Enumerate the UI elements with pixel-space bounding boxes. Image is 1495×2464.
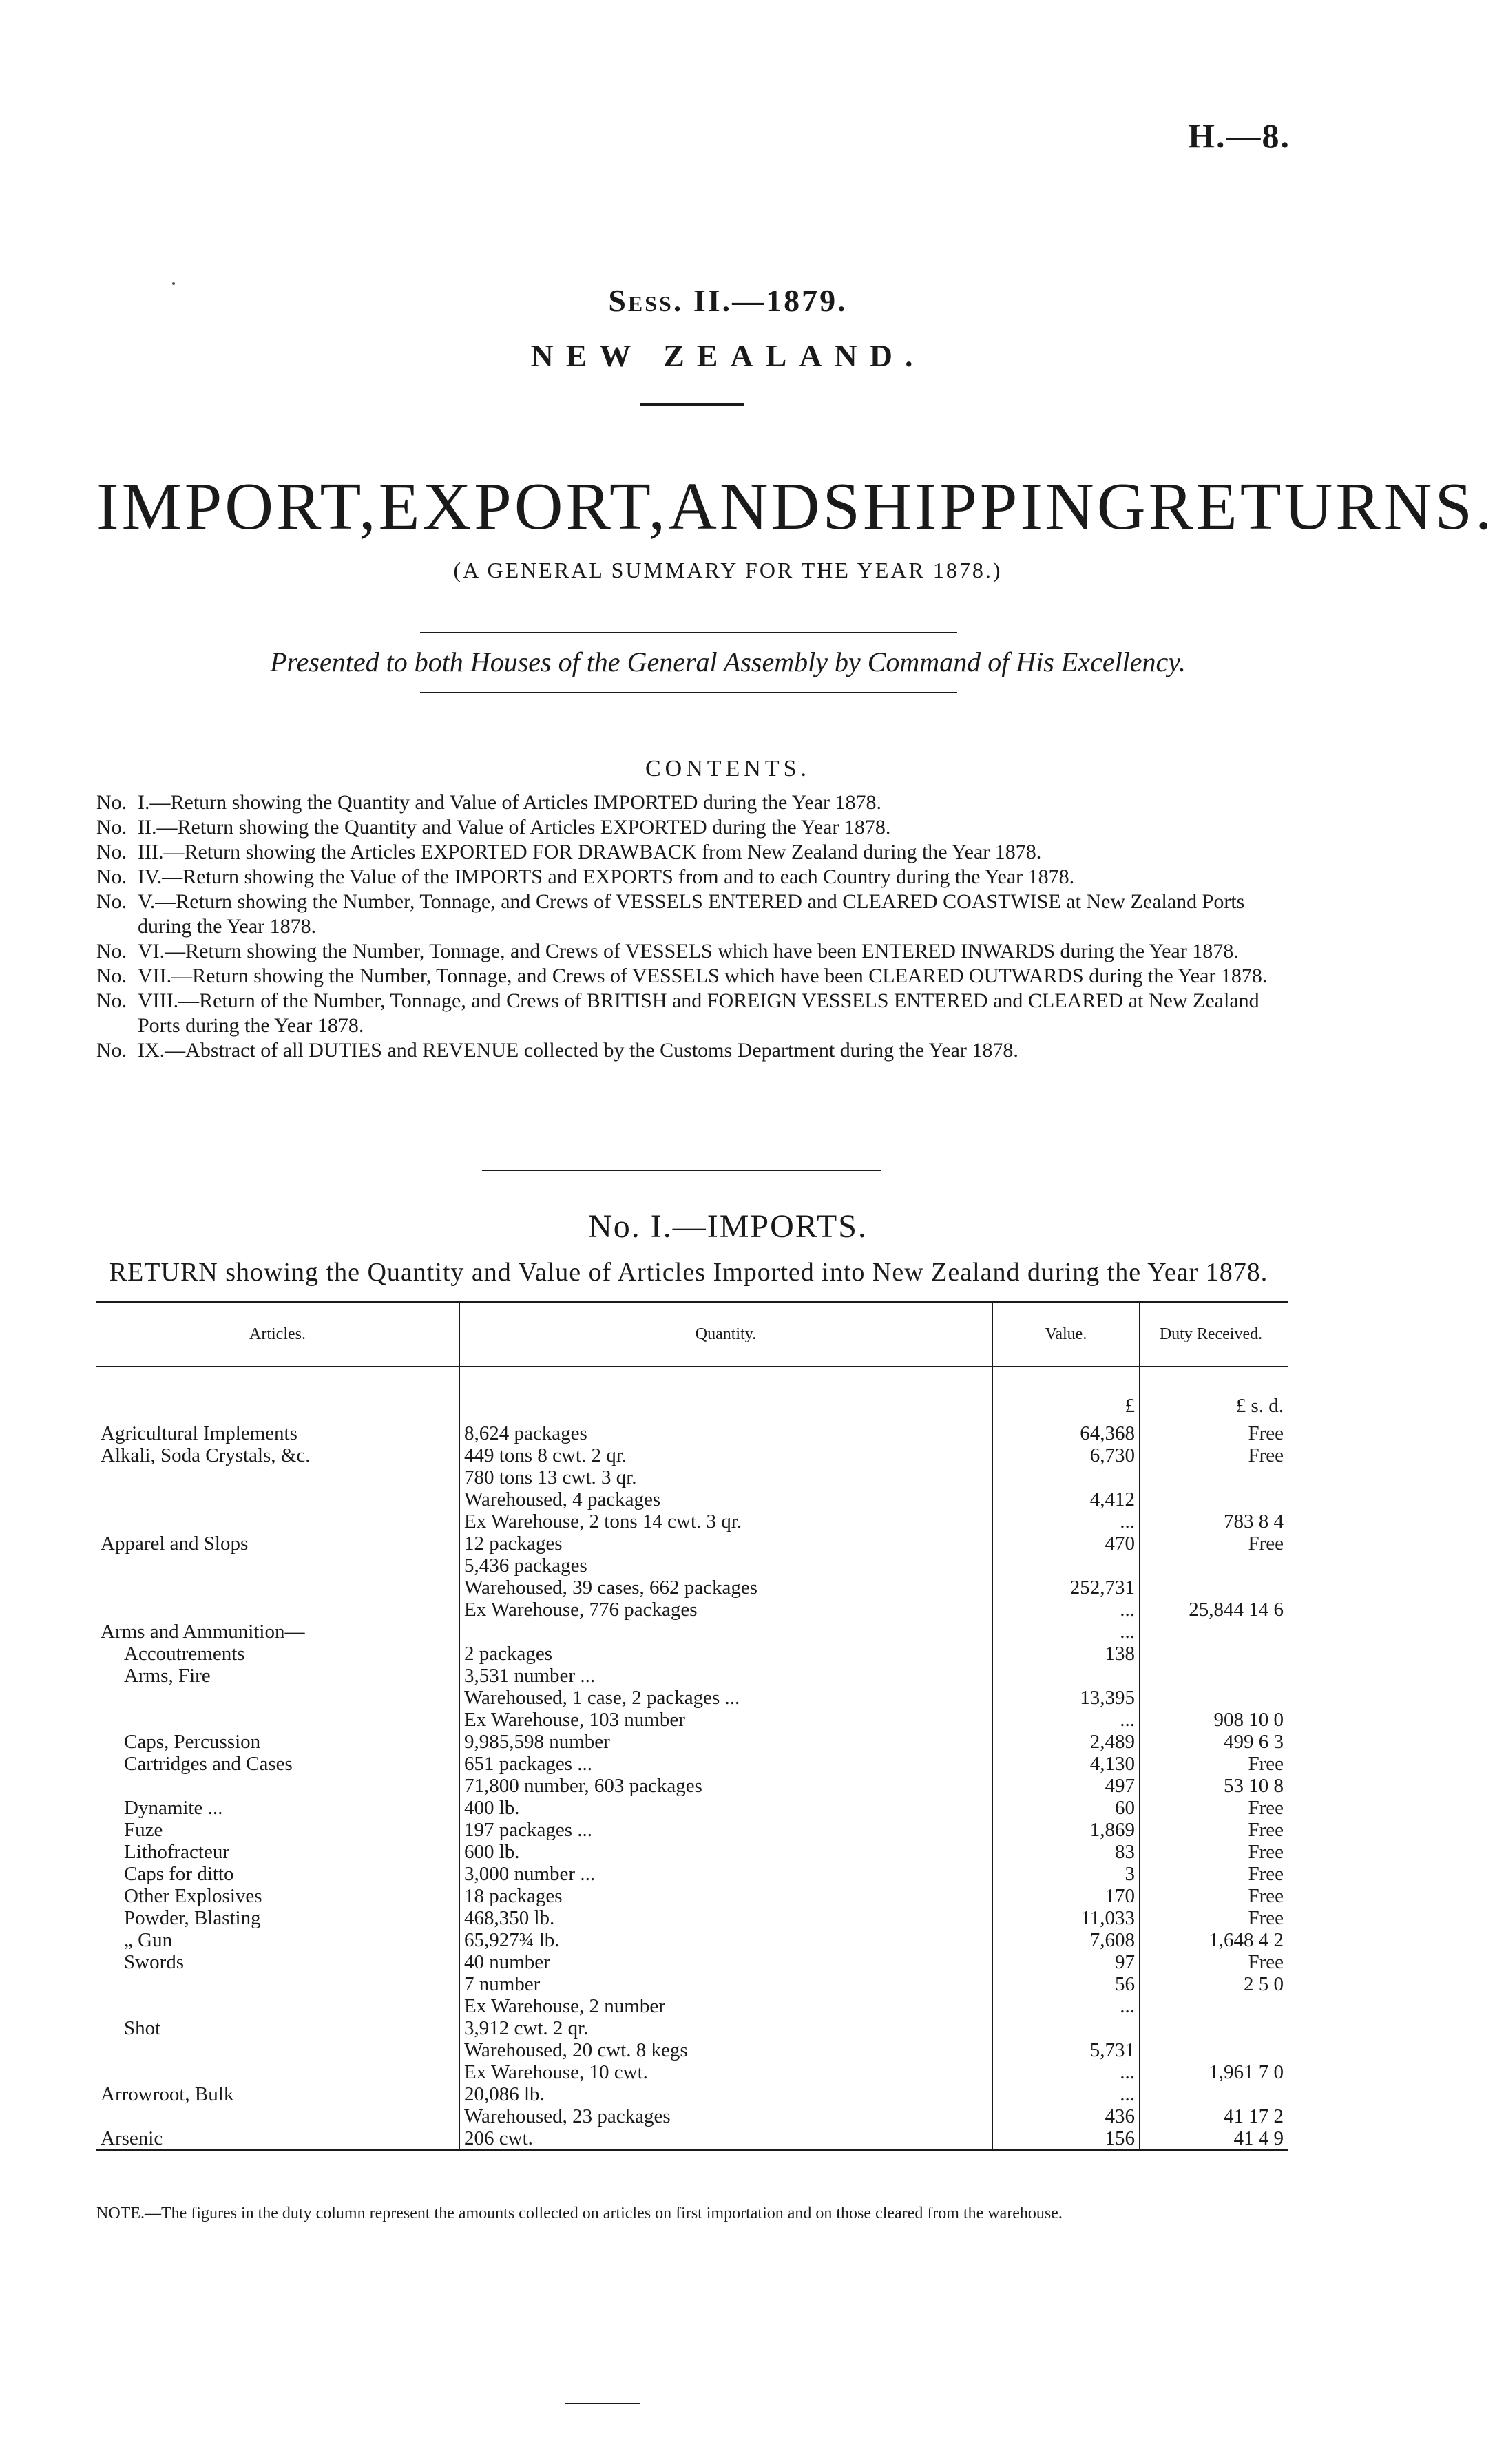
- cell-article: Accoutrements: [96, 1643, 459, 1665]
- cell-article: Shot: [96, 2017, 459, 2039]
- cell-article: [96, 1687, 459, 1709]
- cell-duty: Free: [1248, 1907, 1284, 1929]
- header-quantity: Quantity.: [459, 1302, 992, 1367]
- return-description: RETURN showing the Quantity and Value of Articles Imported into New Zealand during the Year 1878.: [109, 1258, 1268, 1287]
- page-subtitle: (A GENERAL SUMMARY FOR THE YEAR 1878.): [453, 558, 1003, 582]
- cell-article: Fuze: [96, 1819, 459, 1841]
- cell-value: 436: [992, 2105, 1140, 2127]
- contents-item-no: No.: [96, 965, 127, 987]
- cell-article: Arsenic: [96, 2127, 459, 2150]
- cell-value: 497: [992, 1775, 1140, 1797]
- table-row: [96, 1422, 1288, 1444]
- cell-quantity: Ex Warehouse, 2 number: [459, 1995, 992, 2017]
- cell-article: [96, 1510, 459, 1533]
- cell-quantity: Warehoused, 20 cwt. 8 kegs: [459, 2039, 992, 2061]
- cell-quantity: 197 packages ...: [459, 1819, 992, 1841]
- contents-item: [96, 889, 1281, 939]
- cell-value: 4,130: [992, 1753, 1140, 1775]
- cell-article: [96, 1709, 459, 1731]
- title-word: RETURNS.: [1148, 470, 1495, 544]
- country-label: NEW ZEALAND.: [530, 338, 926, 373]
- header-value: Value.: [992, 1302, 1140, 1367]
- title-word: IMPORT,: [96, 470, 379, 544]
- contents-list: [96, 790, 1281, 1063]
- cell-duty: [1140, 2039, 1288, 2061]
- cell-quantity: 71,800 number, 603 packages: [459, 1775, 992, 1797]
- cell-value: 11,033: [992, 1907, 1140, 1929]
- cell-quantity: Ex Warehouse, 10 cwt.: [459, 2061, 992, 2083]
- table-row: [96, 2061, 1288, 2083]
- contents-item-no: No.: [96, 989, 127, 1012]
- cell-duty: Free: [1248, 1797, 1284, 1819]
- contents-item: [96, 939, 1281, 964]
- cell-quantity: 65,927¾ lb.: [459, 1929, 992, 1951]
- cell-article: Arrowroot, Bulk: [96, 2083, 459, 2105]
- contents-item-no: No.: [96, 940, 127, 962]
- title-word: EXPORT,: [378, 470, 669, 544]
- cell-quantity: 20,086 lb.: [459, 2083, 992, 2105]
- table-row: [96, 2105, 1288, 2127]
- contents-item-text: VII.—Return showing the Number, Tonnage, and Crews of VESSELS which have been CLEARED OUTWARDS during the Year 1878.: [138, 965, 1268, 987]
- cell-duty: [1140, 1665, 1288, 1687]
- document-reference: H.—8.: [1188, 116, 1290, 155]
- cell-quantity: Warehoused, 1 case, 2 packages ...: [459, 1687, 992, 1709]
- cell-value: ...: [992, 1709, 1140, 1731]
- cell-quantity: 9,985,598 number: [459, 1731, 992, 1753]
- cell-value: [992, 1466, 1140, 1488]
- cell-article: Alkali, Soda Crystals, &c.: [96, 1444, 459, 1466]
- section-divider: [482, 1170, 881, 1171]
- cell-duty: Free: [1248, 1444, 1284, 1466]
- cell-duty: 25,844 14 6: [1189, 1599, 1284, 1621]
- cell-value: 5,731: [992, 2039, 1140, 2061]
- cell-article: [96, 2039, 459, 2061]
- table-row: [96, 1731, 1288, 1753]
- table-row: [96, 1973, 1288, 1995]
- value-unit: £: [992, 1395, 1140, 1422]
- contents-item-text: V.—Return showing the Number, Tonnage, and Crews of VESSELS ENTERED and CLEARED COASTWISE at New Zealand Ports during the Year 1878.: [138, 890, 1245, 938]
- cell-article: Other Explosives: [96, 1885, 459, 1907]
- cell-article: Agricultural Implements: [96, 1422, 459, 1444]
- cell-value: ...: [992, 2083, 1140, 2105]
- table-row: [96, 1929, 1288, 1951]
- table-row: [96, 1599, 1288, 1621]
- cell-value: 138: [992, 1643, 1140, 1665]
- contents-item-no: No.: [96, 816, 127, 839]
- contents-item-text: IV.—Return showing the Value of the IMPORTS and EXPORTS from and to each Country during the Year 1878.: [138, 865, 1075, 888]
- cell-duty: Free: [1248, 1841, 1284, 1863]
- cell-quantity: [459, 1621, 992, 1643]
- cell-quantity: Warehoused, 39 cases, 662 packages: [459, 1577, 992, 1599]
- cell-value: [992, 1555, 1140, 1577]
- spacer-row: [96, 1367, 1288, 1395]
- cell-value: ...: [992, 1510, 1140, 1533]
- cell-value: 6,730: [992, 1444, 1140, 1466]
- contents-item-text: VIII.—Return of the Number, Tonnage, and Crews of BRITISH and FOREIGN VESSELS ENTERED and CLEARED at New Zealand Ports during the Year 1878.: [138, 989, 1259, 1037]
- cell-article: Cartridges and Cases: [96, 1753, 459, 1775]
- cell-value: 170: [992, 1885, 1140, 1907]
- cell-quantity: 449 tons 8 cwt. 2 qr.: [459, 1444, 992, 1466]
- presented-line: Presented to both Houses of the General Assembly by Command of His Excellency.: [270, 646, 1186, 677]
- contents-item-no: No.: [96, 791, 127, 814]
- cell-quantity: 2 packages: [459, 1643, 992, 1665]
- contents-item: [96, 815, 1281, 840]
- table-row: [96, 1753, 1288, 1775]
- table-row: [96, 2039, 1288, 2061]
- cell-article: Lithofracteur: [96, 1841, 459, 1863]
- cell-value: 13,395: [992, 1687, 1140, 1709]
- table-row: [96, 1863, 1288, 1885]
- contents-item-no: No.: [96, 865, 127, 888]
- table-row: [96, 1621, 1288, 1643]
- contents-item: [96, 865, 1281, 889]
- cell-quantity: 3,531 number ...: [459, 1665, 992, 1687]
- cell-duty: Free: [1248, 1951, 1284, 1973]
- contents-item: [96, 840, 1281, 865]
- table-row: [96, 1533, 1288, 1555]
- cell-value: 56: [992, 1973, 1140, 1995]
- cell-value: ...: [992, 1995, 1140, 2017]
- footnote: NOTE.—The figures in the duty column represent the amounts collected on articles on first importation and on those cleared from the warehouse.: [96, 2204, 1063, 2222]
- table-row: [96, 1841, 1288, 1863]
- cell-duty: Free: [1248, 1819, 1284, 1841]
- cell-duty: Free: [1248, 1753, 1284, 1775]
- cell-value: 1,869: [992, 1819, 1140, 1841]
- cell-article: Dynamite ...: [96, 1797, 459, 1819]
- cell-article: Caps for ditto: [96, 1863, 459, 1885]
- cell-quantity: 468,350 lb.: [459, 1907, 992, 1929]
- cell-value: 83: [992, 1841, 1140, 1863]
- cell-value: 64,368: [992, 1422, 1140, 1444]
- table-row: [96, 1643, 1288, 1665]
- contents-item: [96, 1038, 1281, 1063]
- cell-duty: 2 5 0: [1244, 1973, 1284, 1995]
- cell-duty: Free: [1248, 1533, 1284, 1555]
- cell-quantity: 3,912 cwt. 2 qr.: [459, 2017, 992, 2039]
- cell-quantity: 18 packages: [459, 1885, 992, 1907]
- cell-value: ...: [992, 1621, 1140, 1643]
- contents-item-no: No.: [96, 890, 127, 913]
- cell-duty: [1140, 1995, 1288, 2017]
- cell-quantity: Warehoused, 4 packages: [459, 1488, 992, 1510]
- cell-quantity: 780 tons 13 cwt. 3 qr.: [459, 1466, 992, 1488]
- cell-value: ...: [992, 2061, 1140, 2083]
- table-row: [96, 2083, 1288, 2105]
- presented-rule-top: [420, 632, 957, 633]
- cell-article: [96, 2105, 459, 2127]
- units-row: [96, 1395, 1288, 1422]
- cell-value: 2,489: [992, 1731, 1140, 1753]
- header-duty: Duty Received.: [1140, 1302, 1288, 1367]
- table-row: [96, 1907, 1288, 1929]
- cell-article: [96, 2061, 459, 2083]
- table-row: [96, 1775, 1288, 1797]
- cell-quantity: Ex Warehouse, 103 number: [459, 1709, 992, 1731]
- table-row: [96, 1555, 1288, 1577]
- title-rule: [640, 403, 744, 406]
- title-word: AND: [668, 470, 823, 544]
- title-word: SHIPPING: [822, 470, 1149, 544]
- table-row: [96, 1995, 1288, 2017]
- cell-article: Arms and Ammunition—: [96, 1621, 459, 1643]
- table-row: [96, 1510, 1288, 1533]
- imports-table: [96, 1301, 1288, 2151]
- cell-duty: 908 10 0: [1213, 1709, 1284, 1731]
- cell-article: [96, 1599, 459, 1621]
- cell-duty: [1140, 1488, 1288, 1510]
- cell-duty: [1140, 1687, 1288, 1709]
- cell-quantity: 400 lb.: [459, 1797, 992, 1819]
- table-row: [96, 1885, 1288, 1907]
- contents-item-text: VI.—Return showing the Number, Tonnage, and Crews of VESSELS which have been ENTERED INWARDS during the Year 1878.: [138, 940, 1239, 962]
- table-row: [96, 1466, 1288, 1488]
- cell-value: [992, 1665, 1140, 1687]
- table-row: [96, 1665, 1288, 1687]
- cell-quantity: 206 cwt.: [459, 2127, 992, 2150]
- cell-duty: [1140, 1643, 1288, 1665]
- cell-article: Caps, Percussion: [96, 1731, 459, 1753]
- cell-duty: Free: [1248, 1885, 1284, 1907]
- contents-item: [96, 989, 1281, 1038]
- table-row: [96, 2017, 1288, 2039]
- cell-duty: [1140, 1621, 1288, 1643]
- cell-duty: [1140, 2083, 1288, 2105]
- duty-unit: £ s. d.: [1235, 1395, 1284, 1417]
- cell-article: [96, 1466, 459, 1488]
- contents-heading: CONTENTS.: [645, 756, 811, 781]
- contents-item-no: No.: [96, 841, 127, 863]
- cell-duty: 1,648 4 2: [1209, 1929, 1284, 1951]
- cell-article: [96, 1775, 459, 1797]
- table-row: [96, 1687, 1288, 1709]
- cell-article: [96, 1577, 459, 1599]
- contents-item-text: III.—Return showing the Articles EXPORTED FOR DRAWBACK from New Zealand during the Year 1878.: [138, 841, 1042, 863]
- footer-rule: [565, 2403, 640, 2404]
- cell-quantity: 651 packages ...: [459, 1753, 992, 1775]
- cell-value: 60: [992, 1797, 1140, 1819]
- cell-article: Swords: [96, 1951, 459, 1973]
- cell-value: 252,731: [992, 1577, 1140, 1599]
- table-row: [96, 1819, 1288, 1841]
- table-row: [96, 1577, 1288, 1599]
- cell-article: [96, 1488, 459, 1510]
- presented-rule-bottom: [420, 692, 957, 693]
- table-row: [96, 1444, 1288, 1466]
- cell-duty: Free: [1248, 1422, 1284, 1444]
- cell-article: Apparel and Slops: [96, 1533, 459, 1555]
- cell-article: Powder, Blasting: [96, 1907, 459, 1929]
- table-row: [96, 1951, 1288, 1973]
- cell-quantity: 600 lb.: [459, 1841, 992, 1863]
- cell-duty: 53 10 8: [1224, 1775, 1284, 1797]
- cell-duty: [1140, 1555, 1288, 1577]
- cell-duty: Free: [1248, 1863, 1284, 1885]
- contents-item-text: I.—Return showing the Quantity and Value of Articles IMPORTED during the Year 1878.: [138, 791, 882, 814]
- cell-duty: 1,961 7 0: [1209, 2061, 1284, 2083]
- cell-quantity: Ex Warehouse, 776 packages: [459, 1599, 992, 1621]
- cell-article: [96, 1555, 459, 1577]
- cell-value: [992, 2017, 1140, 2039]
- contents-item-text: II.—Return showing the Quantity and Value of Articles EXPORTED during the Year 1878.: [138, 816, 891, 839]
- contents-item: [96, 790, 1281, 815]
- cell-quantity: 3,000 number ...: [459, 1863, 992, 1885]
- cell-value: 470: [992, 1533, 1140, 1555]
- table-row: [96, 1709, 1288, 1731]
- cell-duty: [1140, 1466, 1288, 1488]
- cell-article: [96, 1973, 459, 1995]
- cell-quantity: Warehoused, 23 packages: [459, 2105, 992, 2127]
- cell-duty: 41 4 9: [1140, 2127, 1288, 2150]
- cell-quantity: 7 number: [459, 1973, 992, 1995]
- cell-value: 3: [992, 1863, 1140, 1885]
- cell-article: [96, 1995, 459, 2017]
- cell-quantity: 12 packages: [459, 1533, 992, 1555]
- header-articles: Articles.: [96, 1302, 459, 1367]
- section-title: No. I.—IMPORTS.: [588, 1208, 868, 1245]
- cell-quantity: Ex Warehouse, 2 tons 14 cwt. 3 qr.: [459, 1510, 992, 1533]
- cell-value: 156: [992, 2127, 1140, 2150]
- cell-quantity: 5,436 packages: [459, 1555, 992, 1577]
- cell-value: ...: [992, 1599, 1140, 1621]
- cell-duty: [1140, 1577, 1288, 1599]
- cell-quantity: 40 number: [459, 1951, 992, 1973]
- cell-duty: 41 17 2: [1224, 2105, 1284, 2127]
- cell-article: Arms, Fire: [96, 1665, 459, 1687]
- contents-item-text: IX.—Abstract of all DUTIES and REVENUE collected by the Customs Department during the Year 1878.: [138, 1039, 1018, 1062]
- contents-item-no: No.: [96, 1039, 127, 1062]
- cell-article: „ Gun: [96, 1929, 459, 1951]
- session-label: Sess. II.—1879.: [608, 283, 848, 318]
- contents-item: [96, 964, 1281, 989]
- cell-value: 97: [992, 1951, 1140, 1973]
- cell-value: 4,412: [992, 1488, 1140, 1510]
- cell-quantity: 8,624 packages: [459, 1422, 992, 1444]
- cell-value: 7,608: [992, 1929, 1140, 1951]
- cell-duty: 499 6 3: [1224, 1731, 1284, 1753]
- table-row: [96, 2127, 1288, 2150]
- cell-duty: 783 8 4: [1224, 1510, 1284, 1533]
- page-title: [96, 468, 1495, 545]
- table-row: [96, 1797, 1288, 1819]
- cell-duty: [1140, 2017, 1288, 2039]
- table-row: [96, 1488, 1288, 1510]
